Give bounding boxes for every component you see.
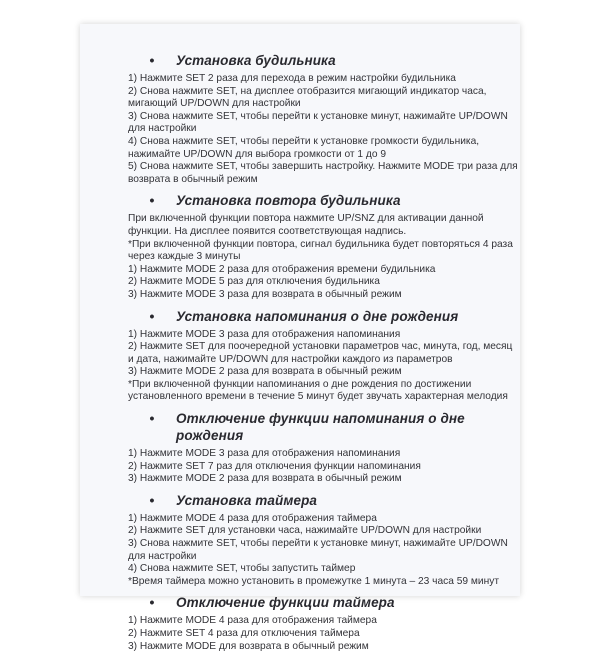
bullet-icon: • [149,594,155,611]
text-line: 1) Нажмите MODE 3 раза для отображения напоминания [128,328,401,340]
bullet-icon: • [149,410,155,427]
section-title: Отключение функции таймера [176,595,395,611]
section-timer-off [128,594,500,653]
text-line: 5) Снова нажмите SET, чтобы завершить настройку. Нажмите MODE три раза для [128,161,518,173]
text-line: 3) Снова нажмите SET, чтобы перейти к установке минут, нажимайте UP/DOWN [128,110,508,122]
text-line: 1) Нажмите MODE 4 раза для отображения таймера [128,512,377,524]
text-line: установленного времени в течение 5 минут будет звучать характерная мелодия [128,391,508,403]
bullet-icon: • [149,52,155,68]
section-title-line2: рождения [176,428,244,444]
text-line: 1) Нажмите MODE 4 раза для отображения таймера [128,615,377,627]
text-line: 2) Нажмите SET 7 раз для отключения функции напоминания [128,460,421,472]
section-birthday-reminder-off [128,410,500,486]
section-title-line1: Отключение функции напоминания о дне [176,411,465,427]
section-timer-setup [128,491,508,589]
bullet-icon: • [149,491,155,508]
text-line: 3) Нажмите MODE 2 раза для возврата в обычный режим [128,473,402,485]
text-line: 2) Нажмите MODE 5 раз для отключения будильника [128,276,380,288]
text-line: *При включенной функции повтора, сигнал будильника будет повторяться 4 раза [128,238,513,250]
section-alarm-repeat [128,192,513,301]
section-heading [128,52,500,69]
text-line: 2) Нажмите SET для поочередной установки параметров час, минута, год, месяц [128,341,513,353]
text-line: 3) Снова нажмите SET, чтобы перейти к установке минут, нажимайте UP/DOWN [128,538,508,550]
text-line: 4) Снова нажмите SET, чтобы перейти к установке громкости будильника, [128,135,480,147]
section-title: Установка повтора будильника [176,193,401,209]
text-line: 4) Снова нажмите SET, чтобы запустить таймер [128,563,356,575]
section-alarm-setup [128,52,518,186]
section-title: Установка будильника [176,53,336,68]
section-title [176,410,465,444]
text-line: для настройки [128,123,197,135]
section-title: Установка таймера [176,492,318,508]
text-line: через каждые 3 минуты [128,251,241,263]
text-line: 1) Нажмите MODE 2 раза для отображения времени будильника [128,263,436,275]
section-heading [128,410,500,444]
section-title: Установка напоминания о дне рождения [176,308,459,324]
section-heading [128,192,500,209]
section-heading [128,594,500,611]
text-line: 3) Нажмите MODE для возврата в обычный режим [128,640,369,652]
text-line: 2) Снова нажмите SET, на дисплее отобразится мигающий индикатор часа, [128,85,487,97]
text-line: возврата в обычный режим [128,173,258,185]
text-line: 2) Нажмите SET для установки часа, нажимайте UP/DOWN для настройки [128,525,482,537]
section-birthday-reminder [128,307,513,405]
section-heading [128,492,500,509]
bullet-icon: • [149,307,155,324]
text-line: 3) Нажмите MODE 3 раза для возврата в обычный режим [128,288,402,300]
text-line: 2) Нажмите SET 4 раза для отключения таймера [128,628,360,639]
text-line: мигающий UP/DOWN для настройки [128,98,301,110]
text-line: функции. На дисплее появится соответствующая надпись. [128,225,407,237]
instruction-sheet [80,24,520,652]
bullet-icon: • [149,192,155,209]
text-line: 1) Нажмите MODE 3 раза для отображения напоминания [128,448,401,460]
text-line: и дата, нажимайте UP/DOWN для настройки каждого из параметров [128,353,453,365]
text-line: При включенной функции повтора нажмите UP/SNZ для активации данной [128,213,484,225]
text-line: для настройки [128,550,197,562]
text-line: *Время таймера можно установить в промежутке 1 минута – 23 часа 59 минут [128,575,499,587]
text-line: 1) Нажмите SET 2 раза для перехода в режим настройки будильника [128,73,456,84]
text-line: нажимайте UP/DOWN для выбора громкости от 1 до 9 [128,148,387,160]
text-line: 3) Нажмите MODE 2 раза для возврата в обычный режим [128,366,402,378]
text-line: *При включенной функции напоминания о дне рождения по достижении [128,378,472,390]
section-heading [128,308,500,325]
